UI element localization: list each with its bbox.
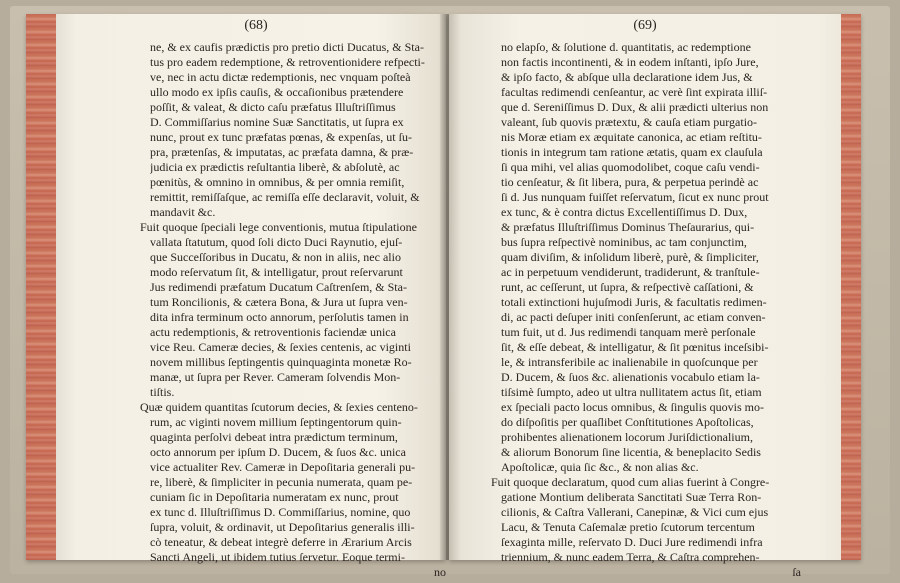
paragraph-start-line: Quæ quidem quantitas ſcutorum decies, & ſexies centeno-	[140, 400, 418, 414]
text-line: novem millibus ſeptingentis quinquaginta monetæ Ro-	[150, 355, 412, 369]
text-line: ſexaginta mille, reſervato D. Duci Jure redimendi infra	[501, 535, 763, 549]
text-line: que Succeſſoribus in Ducatu, & non in aliis, nec alio	[150, 250, 401, 264]
text-line: ve, nec in actu dictæ redemptionis, nec vnquam poſteà	[150, 70, 411, 84]
text-line: ne, & ex caufis prædictis pro pretio dicti Ducatus, & Sta-	[150, 40, 424, 54]
text-line: manæ, ut ſupra per Rever. Cameram ſolvendis Mon-	[150, 370, 401, 384]
text-line: pra, prætenſas, & imputatas, ac præfata damna, & præ-	[150, 145, 414, 159]
text-line: tiſsimè ſumpto, adeo ut ultra nullitatem actus ſit, etiam	[501, 385, 762, 399]
text-line: & ipſo facto, & abſque ulla declaratione idem Jus, &	[501, 70, 753, 84]
text-line: Lacu, & Tenuta Caſemalæ pretio ſcutorum tercentum	[501, 520, 755, 534]
text-line: rum, ac viginti novem millium ſeptingentorum quin-	[150, 415, 402, 429]
text-line: pœnitùs, & omnino in omnibus, & per omnia remiſit,	[150, 175, 405, 189]
text-block	[140, 40, 446, 580]
text-line: Jus redimendi præfatum Ducatum Caſtrenſem, & Sta-	[150, 280, 407, 294]
text-line: D. Ducem, & ſuos &c. alienationis vocabulo etiam la-	[501, 370, 760, 384]
text-line: bus ſupra reſpectivè nominibus, ac tam conjunctim,	[501, 235, 747, 249]
text-line: runt, ac ceſſerunt, ut ſupra, & reſpectivè caſſationi, &	[501, 280, 754, 294]
text-line: actu redemptionis, & retroventionis faciendæ unica	[150, 325, 396, 339]
text-line: Apoſtolicæ, quia ſic &c., & non alias &c.	[501, 460, 699, 474]
text-line: facultas redimendi cenſeantur, ac verè ſint expirata illiſ-	[501, 85, 768, 99]
red-sprinkled-edge	[841, 14, 861, 560]
text-line: tus pro eadem redemptione, & retroventionidere refpecti-	[150, 55, 425, 69]
text-line: remittit, remiſſaſque, ac remiſſa eſſe declaravit, voluit, &	[150, 190, 420, 204]
right-page	[449, 14, 861, 579]
text-line: totali extinctioni hujuſmodi Juris, & facultatis redimen-	[501, 295, 767, 309]
text-line: & aliorum Bonorum ſine licentia, & beneplacito Sedis	[501, 445, 761, 459]
text-line: ullo modo ex ipſis cauſis, & occaſionibus prætendere	[150, 85, 404, 99]
text-line: ex ſpeciali pacto locus omnibus, & ſingulis quovis mo-	[501, 400, 764, 414]
text-line: ex tunc, & è contra dictus Excellentiſſimus D. Dux,	[501, 205, 748, 219]
text-line: vice Reu. Cameræ decies, & ſexies centenis, ac viginti	[150, 340, 411, 354]
text-line: tionis in integrum tam ratione ætatis, quam ex clauſula	[501, 145, 763, 159]
text-line: nunc, prout ex tunc præfatas pœnas, & expenſas, ut ſu-	[150, 130, 412, 144]
text-line: do diſpoſitis per quaſlibet Conſtitutiones Apoſtolicas,	[501, 415, 754, 429]
text-line: ſupra, voluit, & ordinavit, ut Depoſitarius generalis illi-	[150, 520, 415, 534]
text-line: D. Commiſſarius nomine Suæ Sanctitatis, ut ſupra ex	[150, 115, 404, 129]
text-line: tum fuit, ut d. Jus redimendi tanquam merè perſonale	[501, 325, 756, 339]
left-page	[26, 14, 446, 579]
catchword: no	[434, 565, 446, 579]
text-line: modo reſervatum ſit, & intelligatur, prout reſervarunt	[150, 265, 403, 279]
text-line: ac in perpetuum vendiderunt, tradiderunt, & tranſtule-	[501, 265, 760, 279]
text-line: judicia ex prædictis reſultantia liberè, & abſolutè, ac	[150, 160, 400, 174]
text-line: valeant, ſub quovis prætextu, & cauſa etiam purgatio-	[501, 115, 758, 129]
text-line: tio cenſeatur, & ſit libera, pura, & perpetua perindè ac	[501, 175, 759, 189]
text-line: poſſit, & valeat, & dicto caſu præfatus Illuſtriſſimus	[150, 100, 396, 114]
text-line: quaginta perſolvi debeat intra prædictum terminum,	[150, 430, 398, 444]
text-line: ſi qua mihi, vel alias quomodolibet, coque caſu vendi-	[501, 160, 760, 174]
text-line: tiſtis.	[150, 385, 175, 399]
text-line: mandavit &c.	[150, 205, 216, 219]
text-line: vallata ſtatutum, quod ſoli dicto Duci Raynutio, ejuſ-	[150, 235, 403, 249]
text-line: cilionis, & Caſtra Vallerani, Canepinæ, & Vici cum ejus	[501, 505, 769, 519]
catchword: ſa	[792, 565, 801, 579]
page-number: (68)	[244, 18, 268, 33]
text-line: octo annorum per ipſum D. Ducem, & ſuos &c. unica	[150, 445, 406, 459]
text-line: que d. Sereniſſimus D. Dux, & alii prædicti ulterius non	[501, 100, 769, 114]
text-line: cuniam ſic in Depoſitaria numeratam ex nunc, prout	[150, 490, 399, 504]
text-line: ex tunc d. Illuſtriſſimus D. Commiſſarius, nomine, quo	[150, 505, 411, 519]
paragraph-start-line: Fuit quoque declaratum, quod cum alias fuerint à Congre-	[491, 475, 770, 489]
text-line: tum Roncilionis, & cætera Bona, & Jura ut ſupra ven-	[150, 295, 408, 309]
text-line: non factis incontinenti, & in eodem inſtanti, ipſo Jure,	[501, 55, 759, 69]
text-line: re, liberè, & ſimpliciter in pecunia numerata, quam pe-	[150, 475, 413, 489]
text-line: no elapſo, & ſolutione d. quantitatis, ac redemptione	[501, 40, 751, 54]
text-line: le, & intransferibile ac inalienabile in quoſcunque per	[501, 355, 758, 369]
text-line: ſi d. Jus nunquam fuiſſet reſervatum, ſicut ex nunc prout	[501, 190, 769, 204]
text-line: quam diviſim, & inſolidum liberè, purè, & ſimpliciter,	[501, 250, 759, 264]
text-line: prohibentes alienationem locorum Juriſdictionalium,	[501, 430, 753, 444]
text-line: cò teneatur, & debeat integrè deferre in Ærarium Arcis	[150, 535, 412, 549]
text-block	[491, 40, 801, 580]
text-line: triennium, & nunc eadem Terra, & Caſtra comprehen-	[501, 550, 760, 564]
text-line: di, ac pacti deſuper initi conſenſerunt, ac etiam conven-	[501, 310, 766, 324]
red-sprinkled-edge	[26, 14, 56, 560]
paragraph-start-line: Fuit quoque ſpeciali lege conventionis, mutua ſtipulatione	[140, 220, 417, 234]
text-line: & præfatus Illuſtriſſimus Dominus Theſaurarius, qui-	[501, 220, 755, 234]
text-line: Sancti Angeli, ut ibidem tutius ſervetur. Eoque termi-	[150, 550, 405, 564]
text-line: vice actualiter Rev. Cameræ in Depoſitaria generali pu-	[150, 460, 416, 474]
text-line: gatione Montium deliberata Sanctitati Suæ Terra Ron-	[501, 490, 762, 504]
text-line: nis Moræ etiam ex æquitate canonica, ac etiam reſtitu-	[501, 130, 762, 144]
text-line: ſit, & eſſe debeat, & intelligatur, & ſit pœnitus inceſsibi-	[501, 340, 769, 354]
text-line: dita infra terminum octo annorum, perſolutis tamen in	[150, 310, 409, 324]
page-number: (69)	[633, 18, 657, 33]
